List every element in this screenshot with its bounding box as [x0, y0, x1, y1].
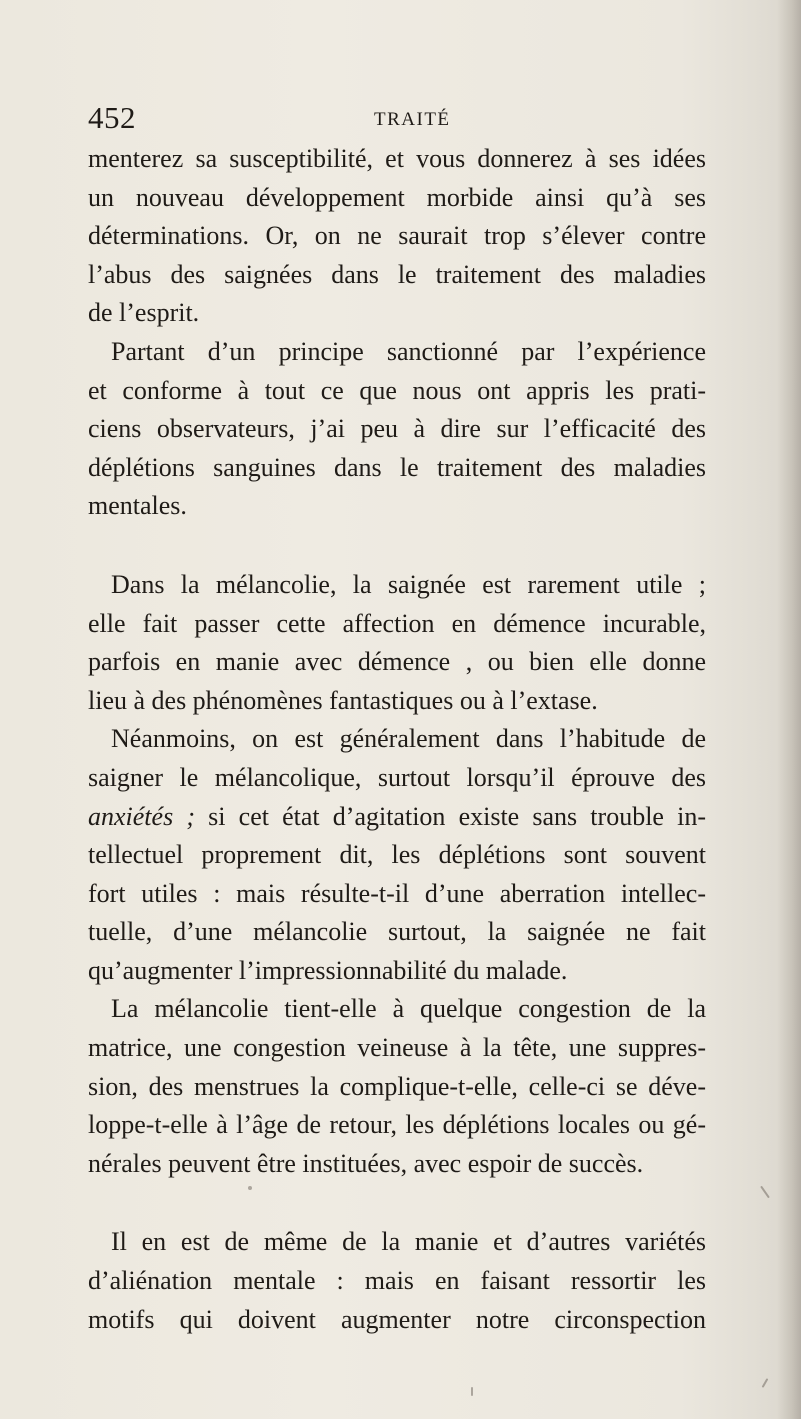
paper-speck [248, 1186, 252, 1190]
paragraph-1 [88, 140, 706, 333]
paragraph-4 [88, 720, 706, 990]
paragraph-5 [88, 990, 706, 1183]
text-line: Néanmoins, on est généralement dans l’habitude de [111, 724, 706, 754]
text-line: Partant d’un principe sanctionné par l’expérience [111, 336, 706, 366]
paragraph-2 [88, 333, 706, 526]
text-line: menterez sa susceptibilité, et vous donnerez à ses idées [88, 144, 706, 173]
text-line: tuelle, d’une mélancolie surtout, la saignée ne fait [88, 917, 706, 947]
text-line: qu’augmenter l’impressionnabilité du malade. [88, 955, 568, 985]
text-line: mentales. [88, 491, 187, 521]
text-line: déplétions sanguines dans le traitement des maladies [88, 452, 706, 482]
text-line: l’abus des saignées dans le traitement des maladies [88, 259, 706, 289]
paper-speck [760, 1186, 770, 1199]
text-line: La mélancolie tient-elle à quelque congestion de la [111, 994, 706, 1024]
text-line: déterminations. Or, on ne saurait trop s’élever contre [88, 221, 706, 251]
text-line: saigner le mélancolique, surtout lorsqu’il éprouve des [88, 762, 706, 792]
text-line: de l’esprit. [88, 298, 200, 328]
text-line: un nouveau développement morbide ainsi qu’à ses [88, 182, 706, 212]
section-gap [88, 526, 706, 566]
page-number: 452 [88, 100, 136, 135]
text-line: lieu à des phénomènes fantastiques ou à l’extase. [88, 685, 598, 715]
body-text [88, 140, 706, 1339]
page-header [88, 100, 708, 140]
text-line: fort utiles : mais résulte-t-il d’une aberration intellec- [88, 878, 706, 908]
text-line: motifs qui doivent augmenter notre circonspection [88, 1304, 706, 1334]
running-head: TRAITÉ [374, 109, 451, 130]
section-gap [88, 1183, 706, 1223]
text-line: d’aliénation mentale : mais en faisant ressortir les [88, 1266, 706, 1296]
paragraph-3 [88, 566, 706, 720]
text-line: elle fait passer cette affection en démence incurable, [88, 608, 706, 638]
text-line: loppe-t-elle à l’âge de retour, les déplétions locales ou gé- [88, 1110, 706, 1140]
text-line: ciens observateurs, j’ai peu à dire sur l’efficacité des [88, 414, 706, 444]
text-run: si cet état d’agitation existe sans trouble in- [195, 801, 706, 831]
text-line: parfois en manie avec démence , ou bien elle donne [88, 647, 706, 677]
text-line: matrice, une congestion veineuse à la tête, une suppres- [88, 1033, 706, 1063]
italic-term: anxiétés ; [88, 801, 195, 831]
paragraph-6 [88, 1223, 706, 1339]
paper-speck [471, 1387, 473, 1396]
text-line: sion, des menstrues la complique-t-elle, celle-ci se déve- [88, 1071, 706, 1101]
text-line [88, 798, 706, 837]
text-line: Il en est de même de la manie et d’autres variétés [111, 1227, 706, 1257]
text-line: et conforme à tout ce que nous ont appris les prati- [88, 375, 706, 405]
paper-speck [762, 1378, 769, 1388]
page-edge-shadow [777, 0, 801, 1419]
text-line: nérales peuvent être instituées, avec espoir de succès. [88, 1148, 644, 1178]
text-line: Dans la mélancolie, la saignée est rarement utile ; [111, 569, 706, 599]
text-line: tellectuel proprement dit, les déplétions sont souvent [88, 840, 706, 870]
